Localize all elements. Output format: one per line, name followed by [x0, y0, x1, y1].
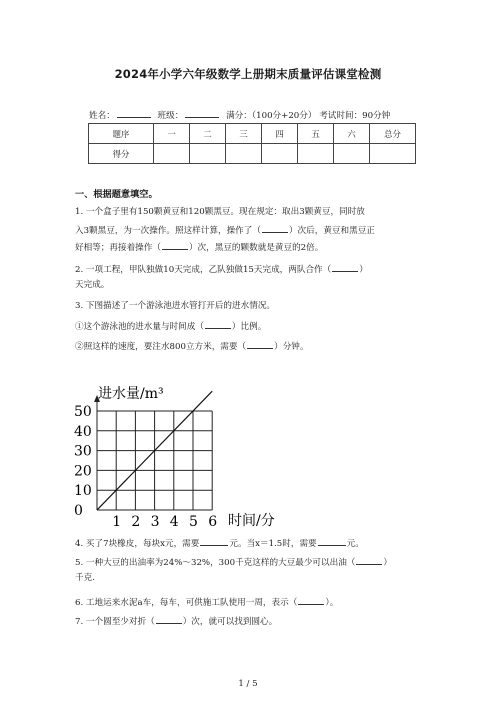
q1-text-c: 好相等；再接着操作（: [75, 243, 161, 253]
q1-line1: 1. 一个盒子里有150颗黄豆和120颗黑豆。现在规定：取出3颗黄豆，同时放: [75, 207, 365, 217]
table-header-cell: 二: [190, 124, 226, 144]
answer-blank[interactable]: [318, 537, 346, 546]
q4-text-c: 元。: [346, 539, 364, 549]
x-tick-label: 4: [169, 514, 179, 530]
q4-line: [75, 537, 364, 550]
time-label: 考试时间：90分钟: [319, 111, 391, 121]
q3-text-c: ②照这样的速度，要注水800立方米，需要（: [75, 342, 247, 352]
y-tick-label: 40: [74, 423, 92, 440]
q3-text-b: ）比例。: [231, 322, 267, 332]
table-header-cell: 三: [226, 124, 262, 144]
score-row-label: 得分: [89, 144, 154, 164]
q7-text-a: 7. 一个圆至少对折（: [75, 617, 155, 627]
x-tick-label: 1: [112, 514, 122, 530]
class-label: 班级：: [157, 111, 184, 121]
q1-text-d: ）次，黑豆的颗数就是黄豆的2倍。: [188, 243, 324, 253]
table-header-cell: 一: [154, 124, 190, 144]
y-tick-label: 50: [74, 404, 92, 420]
q1-text-b: ）次后，黄豆和黑豆正: [288, 226, 375, 236]
q5-line2: 千克.: [75, 573, 95, 583]
section-title: 一、根据题意填空。: [75, 189, 158, 200]
q6-text-a: 6. 工地运来水泥a车，每车，可供施工队使用一周，表示（: [75, 598, 298, 608]
q5-line1: [75, 556, 392, 569]
q4-text-b: 元。当x＝1.5时，需要: [229, 539, 317, 549]
x-tick-label: 2: [131, 514, 141, 530]
y-tick-label: 10: [74, 483, 92, 500]
q2-text-b: ）: [359, 265, 368, 275]
y-tick-label: 30: [74, 443, 92, 460]
y-tick-label: 20: [74, 463, 92, 480]
y-axis-label: 进水量/m³: [98, 386, 164, 402]
name-label: 姓名：: [89, 111, 115, 121]
q3-line1: 3. 下图描述了一个游泳池进水管打开后的进水情况。: [75, 301, 275, 311]
answer-blank[interactable]: [298, 596, 324, 605]
x-axis-label: 时间/分: [228, 513, 275, 529]
table-header-cell: 四: [262, 124, 298, 144]
q3-text-a: ①这个游泳池的进水量与时间成（: [75, 322, 204, 332]
x-tick-label: 5: [189, 514, 198, 530]
q3-text-d: ）分钟。: [274, 342, 309, 352]
q6-line: [75, 596, 338, 609]
table-header-cell: 五: [298, 124, 334, 144]
table-header-cell: 六: [334, 124, 370, 144]
x-tick-label: 6: [208, 514, 218, 530]
answer-blank[interactable]: [200, 537, 228, 546]
answer-blank[interactable]: [356, 556, 382, 565]
q5-text-a: 5. 一种大豆的出油率为24%～32%，300千克这样的大豆最少可以出油（: [75, 558, 356, 568]
page-number: 1 / 5: [238, 679, 258, 689]
q5-text-b: ）: [383, 558, 392, 568]
score-label: 满分：（100分+20分）: [226, 111, 317, 121]
y-tick-label: 0: [74, 503, 83, 519]
q7-line: [75, 615, 277, 628]
q1-text-a: 入3颗黑豆，为一次操作。照这样计算，操作了（: [75, 226, 261, 236]
table-header-cell: 总分: [370, 124, 416, 144]
table-header-cell: 题序: [89, 124, 154, 144]
q7-text-b: ）次，就可以找到圆心。: [182, 617, 278, 627]
q2-line2: 天完成。: [75, 280, 110, 290]
q4-text-a: 4. 买了7块橡皮，每块x元，需要: [75, 539, 200, 549]
answer-blank[interactable]: [156, 615, 182, 624]
page-title: 2024年小学六年级数学上册期末质量评估课堂检测: [114, 67, 382, 81]
q2-text-a: 2. 一项工程，甲队独做10天完成，乙队独做15天完成，两队合作（: [75, 265, 332, 275]
x-tick-label: 3: [150, 514, 160, 530]
q6-text-b: ）。: [325, 598, 339, 608]
